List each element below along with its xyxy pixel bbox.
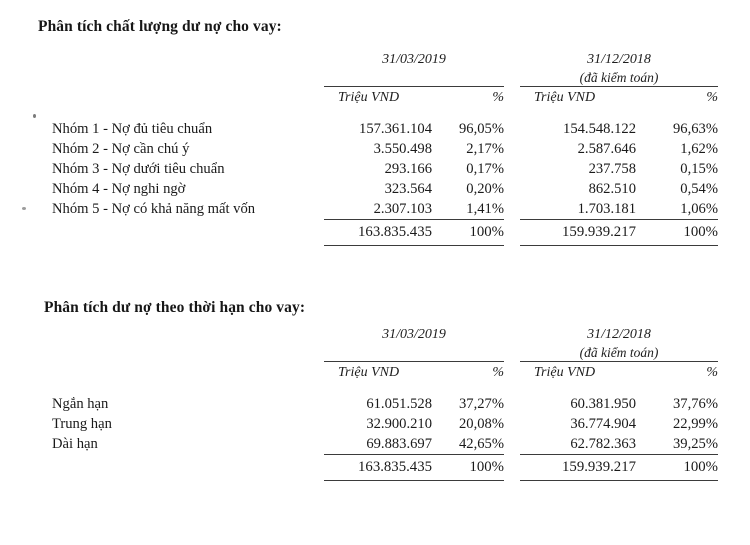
column-header-percent-period-b: % [636, 361, 718, 388]
total-label [38, 220, 324, 246]
table-header-date-row [38, 52, 718, 69]
column-header-unit-period-a: Triệu VND [324, 361, 432, 388]
row-gap [504, 388, 520, 415]
column-note-period-b: (đã kiểm toán) [579, 344, 659, 360]
column-note-period-a [324, 344, 504, 361]
table-row [38, 179, 718, 199]
column-header-date-period-a: 31/03/2019 [382, 52, 446, 67]
column-header-date-period-a: 31/03/2019 [382, 327, 446, 342]
row-value-period-b: 154.548.122 [563, 120, 636, 137]
row-percent-period-b: 22,99% [673, 415, 718, 432]
table-row [38, 159, 718, 179]
total-percent-period-b: 100% [636, 455, 718, 481]
total-value-period-b: 159.939.217 [520, 455, 636, 481]
row-gap [504, 179, 520, 199]
row-gap [504, 434, 520, 455]
table-row [38, 388, 718, 415]
column-header-unit-period-b: Triệu VND [520, 86, 636, 113]
loan-term-table [38, 327, 718, 481]
table-header-note-row [38, 69, 718, 86]
column-header-unit-period-a: Triệu VND [324, 86, 432, 113]
row-gap [504, 159, 520, 179]
total-value-period-b: 159.939.217 [520, 220, 636, 246]
row-value-period-b: 60.381.950 [570, 395, 636, 412]
table-row [38, 414, 718, 434]
row-label: Nhóm 2 - Nợ cần chú ý [52, 140, 190, 157]
table-row [38, 139, 718, 159]
row-value-period-b: 62.782.363 [520, 434, 636, 455]
total-value-period-a: 163.835.435 [324, 220, 432, 246]
loan-quality-table [38, 52, 718, 246]
column-header-date-period-b: 31/12/2018 [587, 52, 651, 67]
row-value-period-a: 293.166 [384, 160, 432, 177]
row-label: Trung hạn [52, 415, 112, 432]
row-value-period-b: 36.774.904 [570, 415, 636, 432]
column-header-percent-period-b: % [636, 86, 718, 113]
row-percent-period-b: 1,62% [680, 140, 718, 157]
scan-artifact-speck [22, 207, 26, 210]
note-spacer [38, 69, 324, 86]
total-percent-period-a: 100% [432, 220, 504, 246]
row-percent-period-b: 39,25% [636, 434, 718, 455]
column-note-period-b: (đã kiểm toán) [579, 69, 659, 85]
total-gap [504, 220, 520, 246]
row-percent-period-a: 20,08% [459, 415, 504, 432]
row-value-period-a: 323.564 [384, 180, 432, 197]
loan-term-table-block [38, 327, 718, 481]
row-percent-period-b: 37,76% [673, 395, 718, 412]
scan-artifact-speck [33, 114, 36, 118]
unit-gap [504, 86, 520, 113]
column-header-unit-period-b: Triệu VND [520, 361, 636, 388]
row-percent-period-a: 96,05% [459, 120, 504, 137]
unit-spacer [38, 361, 324, 388]
row-label: Ngắn hạn [52, 395, 109, 412]
header-spacer [38, 52, 324, 69]
row-gap [504, 199, 520, 220]
column-header-percent-period-a: % [432, 86, 504, 113]
row-value-period-a: 157.361.104 [359, 120, 432, 137]
row-percent-period-b: 1,06% [636, 199, 718, 220]
row-label: Nhóm 1 - Nợ đủ tiêu chuẩn [52, 120, 213, 137]
header-gap [504, 52, 520, 69]
section-heading-loan-term: Phân tích dư nợ theo thời hạn cho vay: [44, 299, 306, 316]
row-percent-period-a: 37,27% [459, 395, 504, 412]
row-percent-period-b: 96,63% [673, 120, 718, 137]
row-value-period-a: 69.883.697 [324, 434, 432, 455]
table-header-date-row [38, 327, 718, 344]
row-label: Nhóm 3 - Nợ dưới tiêu chuẩn [52, 160, 225, 177]
row-percent-period-a: 0,17% [466, 160, 504, 177]
row-value-period-a: 3.550.498 [373, 140, 432, 157]
total-label [38, 455, 324, 481]
section-heading-loan-quality: Phân tích chất lượng dư nợ cho vay: [38, 18, 282, 35]
note-gap [504, 344, 520, 361]
row-label: Dài hạn [52, 436, 98, 452]
row-label: Nhóm 4 - Nợ nghi ngờ [52, 180, 186, 197]
row-value-period-b: 2.587.646 [577, 140, 636, 157]
total-value-period-a: 163.835.435 [324, 455, 432, 481]
row-gap [504, 414, 520, 434]
row-label: Nhóm 5 - Nợ có khả năng mất vốn [52, 201, 256, 217]
row-value-period-a: 32.900.210 [366, 415, 432, 432]
table-row [38, 199, 718, 220]
header-gap [504, 327, 520, 344]
row-value-period-b: 1.703.181 [520, 199, 636, 220]
row-percent-period-a: 1,41% [432, 199, 504, 220]
row-value-period-a: 2.307.103 [324, 199, 432, 220]
table-total-row [38, 220, 718, 246]
note-gap [504, 69, 520, 86]
row-percent-period-b: 0,54% [680, 180, 718, 197]
table-header-note-row [38, 344, 718, 361]
unit-spacer [38, 86, 324, 113]
row-gap [504, 139, 520, 159]
total-percent-period-a: 100% [432, 455, 504, 481]
table-row [38, 113, 718, 140]
loan-quality-table-block [38, 52, 718, 246]
unit-gap [504, 361, 520, 388]
table-header-unit-row [38, 86, 718, 113]
table-total-row [38, 455, 718, 481]
note-spacer [38, 344, 324, 361]
table-header-unit-row [38, 361, 718, 388]
column-header-date-period-b: 31/12/2018 [587, 327, 651, 342]
row-value-period-b: 237.758 [588, 160, 636, 177]
row-value-period-b: 862.510 [588, 180, 636, 197]
table-row [38, 434, 718, 455]
row-percent-period-b: 0,15% [680, 160, 718, 177]
row-percent-period-a: 2,17% [466, 140, 504, 157]
column-note-period-a [324, 69, 504, 86]
total-percent-period-b: 100% [636, 220, 718, 246]
total-gap [504, 455, 520, 481]
row-gap [504, 113, 520, 140]
row-value-period-a: 61.051.528 [366, 395, 432, 412]
row-percent-period-a: 42,65% [432, 434, 504, 455]
header-spacer [38, 327, 324, 344]
row-percent-period-a: 0,20% [466, 180, 504, 197]
column-header-percent-period-a: % [432, 361, 504, 388]
